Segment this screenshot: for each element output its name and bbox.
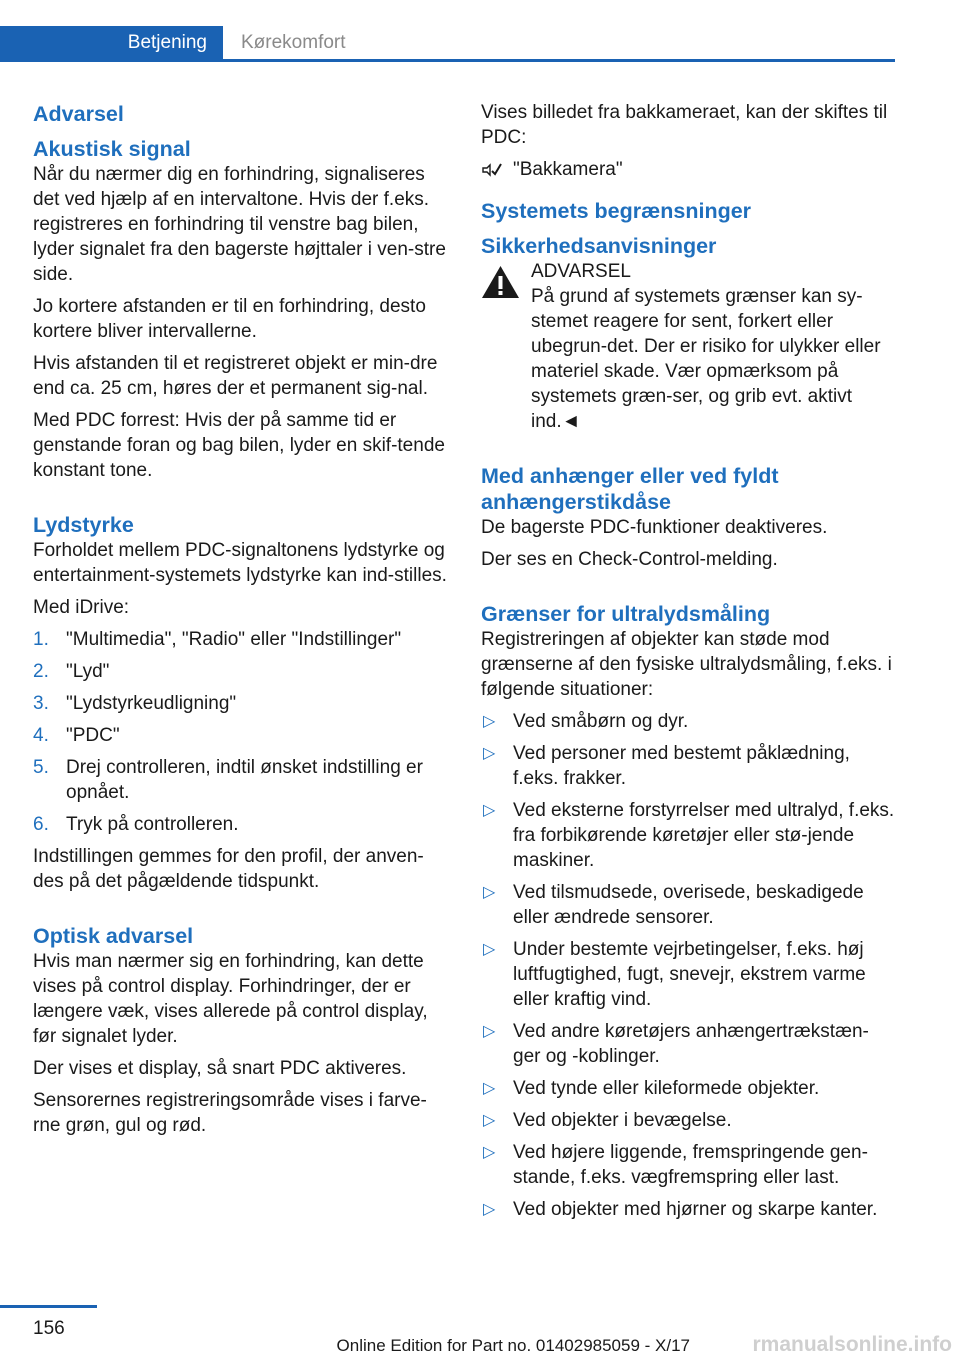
paragraph: Når du nærmer dig en forhindring, signaliseres det ved hjælp af en intervaltone. Hvis der f.eks. registreres en forhindring til venstre bag bilen, lyder signalet fra den bagerste højttaler i ven-stre side. [33, 164, 446, 285]
step-number: 1. [33, 629, 49, 650]
heading-graenser-ultralyd: Grænser for ultralydsmåling [481, 602, 771, 626]
paragraph: Indstillingen gemmes for den profil, der anven-des på det pågældende tidspunkt. [33, 846, 424, 892]
list-item: ▷ Ved objekter med hjørner og skarpe kanter. [483, 1199, 878, 1220]
triangle-bullet-icon: ▷ [483, 1144, 496, 1161]
step-text: "PDC" [66, 725, 120, 746]
header-tabbar [0, 0, 895, 62]
triangle-bullet-icon: ▷ [483, 941, 496, 958]
list-item [33, 812, 451, 837]
tab-koerekomfort[interactable]: Kørekomfort [241, 31, 346, 53]
list-item: ▷ Ved småbørn og dyr. [483, 711, 689, 732]
triangle-bullet-icon: ▷ [483, 1112, 496, 1129]
warning-triangle-icon [481, 265, 520, 299]
tab-betjening[interactable]: Betjening [0, 26, 223, 59]
triangle-bullet-icon: ▷ [483, 1201, 496, 1218]
triangle-bullet-icon: ▷ [483, 745, 496, 762]
list-item: ▷ Ved tynde eller kileformede objekter. [483, 1078, 820, 1099]
paragraph: Vises billedet fra bakkameraet, kan der skiftes til PDC: [481, 102, 888, 148]
step-number: 2. [33, 661, 49, 682]
list-item: ▷ Ved højere liggende, fremspringende gen-stande, f.eks. vægfremspring eller last. [483, 1142, 868, 1188]
heading-med-anhaenger: Med anhænger eller ved fyldt anhængerstikdåse [481, 464, 779, 514]
step-number: 5. [33, 757, 49, 778]
step-number: 4. [33, 725, 49, 746]
list-item: ▷ Ved andre køretøjers anhængertrækstæn-ger og -koblinger. [483, 1021, 869, 1067]
heading-optisk-advarsel: Optisk advarsel [33, 924, 194, 948]
paragraph: De bagerste PDC-funktioner deaktiveres. [481, 517, 828, 538]
triangle-bullet-icon: ▷ [483, 1023, 496, 1040]
list-item: ▷ Under bestemte vejrbetingelser, f.eks. høj luftfugtighed, fugt, snevejr, ekstrem varme eller kraftig vind. [483, 939, 866, 1010]
footer-rule [0, 1305, 97, 1308]
list-item [33, 659, 451, 684]
list-item: ▷ Ved personer med bestemt påklædning, f.eks. frakker. [483, 743, 850, 789]
limitations-list [481, 709, 895, 1222]
paragraph: Der ses en Check-Control-melding. [481, 549, 778, 570]
step-text: "Lydstyrkeudligning" [66, 693, 237, 714]
step-text: Tryk på controlleren. [66, 814, 239, 835]
page-number: 156 [33, 1318, 65, 1339]
heading-advarsel: Advarsel [33, 102, 124, 126]
pdc-sensor-icon [481, 160, 503, 180]
paragraph: Hvis afstanden til et registreret objekt er min-dre end ca. 25 cm, høres der et permanent sig-nal. [33, 353, 438, 399]
right-column [481, 100, 895, 1229]
warning-title: ADVARSEL [531, 261, 631, 282]
list-item: ▷ Ved eksterne forstyrrelser med ultralyd, f.eks. fra forbikørende køretøjer eller stø-jende maskiner. [483, 800, 895, 871]
edition-text: Online Edition for Part no. 01402985059 - X/17 [336, 1336, 690, 1355]
triangle-bullet-icon: ▷ [483, 713, 496, 730]
steps-list [33, 627, 451, 837]
list-item: ▷ Ved tilsmudsede, overisede, beskadigede eller ændrede sensorer. [483, 882, 864, 928]
step-text: Drej controlleren, indtil ønsket indstilling er opnået. [66, 757, 423, 803]
step-number: 3. [33, 693, 49, 714]
paragraph: Hvis man nærmer sig en forhindring, kan dette vises på control display. Forhindringer, der er længere væk, vises allerede på control display, før signalet lyder. [33, 951, 428, 1047]
warning-block [481, 259, 895, 434]
header-rule [0, 59, 895, 62]
bakkamera-row [481, 157, 895, 182]
watermark: rmanualsonline.info [752, 1333, 952, 1356]
triangle-bullet-icon: ▷ [483, 802, 496, 819]
warning-text: På grund af systemets grænser kan sy-stemet reagere for sent, forkert eller ubegrun-det. Der er risiko for ulykker eller materiel skade. Vær opmærksom på systemets græn-ser, og grib evt. aktivt ind.◄ [531, 286, 881, 432]
paragraph: Jo kortere afstanden er til en forhindring, desto kortere bliver intervallerne. [33, 296, 426, 342]
list-item [33, 627, 451, 652]
list-item [33, 723, 451, 748]
paragraph: Sensorernes registreringsområde vises i farve-rne grøn, gul og rød. [33, 1090, 427, 1136]
paragraph: Registreringen af objekter kan støde mod grænserne af den fysiske ultralydsmåling, f.eks. i følgende situationer: [481, 629, 892, 700]
list-item [33, 691, 451, 716]
heading-lydstyrke: Lydstyrke [33, 513, 134, 537]
left-column [33, 100, 451, 1145]
paragraph: Forholdet mellem PDC-signaltonens lydstyrke og entertainment-systemets lydstyrke kan ind-stilles. [33, 540, 447, 586]
heading-akustisk-signal: Akustisk signal [33, 137, 191, 161]
list-item [33, 755, 451, 805]
paragraph: Med PDC forrest: Hvis der på samme tid er genstande foran og bag bilen, lyder en skif-tende konstant tone. [33, 410, 445, 481]
heading-systemets-begraensninger: Systemets begrænsninger [481, 199, 752, 223]
step-text: "Multimedia", "Radio" eller "Indstillinger" [66, 629, 402, 650]
heading-sikkerhedsanvisninger: Sikkerhedsanvisninger [481, 234, 717, 258]
triangle-bullet-icon: ▷ [483, 1080, 496, 1097]
step-text: "Lyd" [66, 661, 110, 682]
bakkamera-label: "Bakkamera" [513, 159, 623, 180]
list-item: ▷ Ved objekter i bevægelse. [483, 1110, 732, 1131]
triangle-bullet-icon: ▷ [483, 884, 496, 901]
paragraph: Der vises et display, så snart PDC aktiveres. [33, 1058, 407, 1079]
paragraph: Med iDrive: [33, 597, 130, 618]
step-number: 6. [33, 814, 49, 835]
